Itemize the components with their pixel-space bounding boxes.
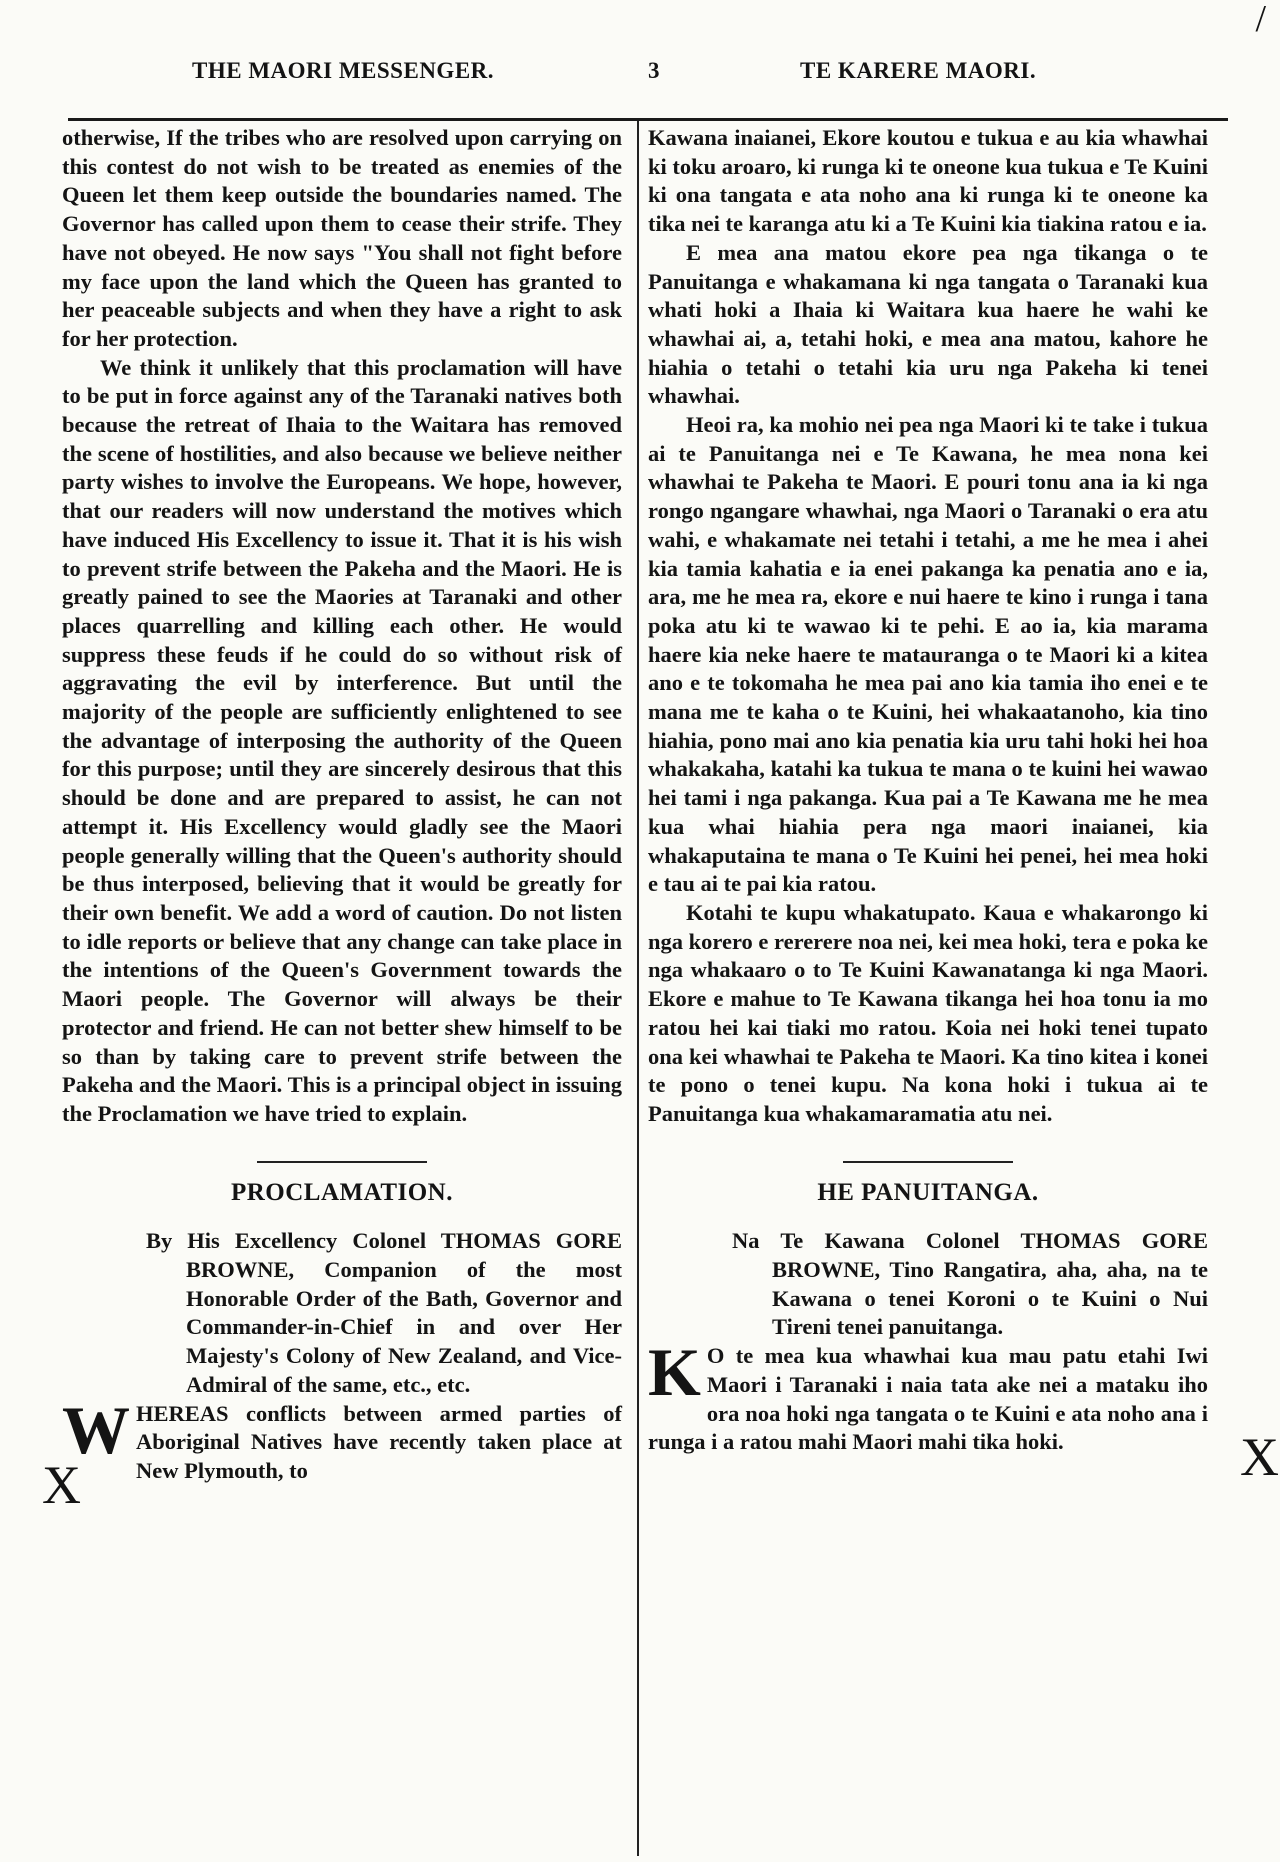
proclamation-heading: PROCLAMATION.	[230, 1178, 453, 1206]
masthead-english-title: THE MAORI MESSENGER.	[192, 58, 495, 83]
header-rule	[68, 118, 1228, 121]
section-rule	[257, 1161, 427, 1163]
dropcap-letter: K	[648, 1334, 701, 1411]
section-rule	[843, 1161, 1013, 1163]
english-paragraph-1: otherwise, If the tribes who are resolved upon carrying on this contest do not wish to be treated as enemies of the Queen let them keep outside the boundaries named. The Governor has called upon them to cease their strife. They have not obeyed. He now says "You shall not fight before my face upon the land which the Queen has granted to her peaceable subjects and when they have a right to ask for her protection.	[62, 125, 622, 351]
maori-paragraph-3: Heoi ra, ka mohio nei pea nga Maori ki te take i tukua ai te Panuitanga nei e Te Kawana, he mea nona kei whawhai te Pakeha te Maori. E pouri tonu ana ia ki nga rongo ngangare whawhai, nga Maori o Taranaki o era atu wahi, e whakamate nei tetahi i tetahi, a me he mea i ahei kia tamia kahatia e ia enei pakanga ka penatia ano e ia, ara, me he mea ra, ekore e nui haere te kino i runga i tana poka atu ki te wawao ki te pehi. E ao ia, kia marama haere kia neke haere te matauranga o te Maori ki a kitea ano e te tokomaha he mea pai ano kia tamia iho enei e te mana me te kaha o te Kuini, hei whakaatanoho, kia tino hiahia, pono mai ano kia penatia kia uru tahi hoki hei hoa whakakaha, katahi ka tukua te mana o te kuini hei wawao hei tami i nga pakanga. Kua pai a Te Kawana me he mea kua whai hiahia pera nga maori inaianei, kia whakaputaina te mana o Te Kuini hei penei, hei mea hoki e tau ai te pai kia ratou.	[648, 412, 1208, 897]
column-divider	[637, 121, 639, 1856]
maori-paragraph-1: Kawana inaianei, Ekore koutou e tukua e au kia whawhai ki toku aroaro, ki runga ki te oneone kua tukua e Te Kuini ki ona tangata e ata noho ana ki runga ki te oneone ka tika nei te karanga atu ki a Te Kuini kia tiakina ratou e ia.	[648, 125, 1208, 237]
proclamation-body	[62, 1391, 622, 1486]
panuitanga-byline: Na Te Kawana Colonel THOMAS GORE BROWNE, Tino Rangatira, aha, aha, na te Kawana o tenei Koroni o te Kuini o Nui Tireni tenei panuitanga.	[732, 1228, 1208, 1340]
maori-paragraph-2: E mea ana matou ekore pea nga tikanga o te Panuitanga e whakamana ki nga tangata o Taranaki kua whati hoki a Ihaia ki Waitara kua haere he wahi ke whawhai ai, a, tetahi hoki, e mea ana matou, kahore he hiahia o tetahi o tetahi kia uru nga Pakeha ki tenei whawhai.	[648, 239, 1208, 409]
dropcap-letter: W	[62, 1391, 130, 1468]
panuitanga-body	[648, 1334, 1208, 1457]
corner-mark: /	[1255, 0, 1266, 40]
maori-column	[648, 124, 1208, 1457]
margin-x-mark-right: X	[1240, 1427, 1279, 1487]
panuitanga-body-text: O te mea kua whawhai kua mau patu etahi Iwi Maori i Taranaki i naia tata ake nei a mataku iho ora noa hoki nga tangata o te Kuini e ata noho ana i runga i a ratou mahi Maori mahi tika hoki.	[648, 1343, 1208, 1455]
panuitanga-heading: HE PANUITANGA.	[817, 1178, 1039, 1206]
proclamation-body-text: HEREAS conflicts between armed parties of Aboriginal Natives have recently taken place at New Plymouth, to	[136, 1400, 622, 1483]
masthead-maori-title: TE KARERE MAORI.	[800, 58, 1037, 83]
margin-x-mark-left: X	[42, 1455, 81, 1515]
english-column	[62, 124, 622, 1486]
page-number: 3	[648, 58, 660, 83]
english-paragraph-2: We think it unlikely that this proclamation will have to be put in force against any of the Taranaki natives both because the retreat of Ihaia to the Waitara has removed the scene of hostilities, and also because we believe neither party wishes to involve the Europeans. We hope, however, that our readers will now understand the motives which have induced His Excellency to issue it. That it is his wish to prevent strife between the Pakeha and the Maori. He is greatly pained to see the Maories at Taranaki and other places quarrelling and killing each other. He would suppress these feuds if he could do so without risk of aggravating the evil by interference. But until the majority of the people are sufficiently enlightened to see the advantage of interposing the authority of the Queen for this purpose; until they are sincerely desirous that this should be done and are prepared to assist, he can not attempt it. His Excellency would gladly see the Maori people generally willing that the Queen's authority should be thus interposed, believing that it would be greatly for their own benefit. We add a word of caution. Do not listen to idle reports or believe that any change can take place in the intentions of the Queen's Government towards the Maori people. The Governor will always be their protector and friend. He can not better shew himself to be so than by taking care to prevent strife between the Pakeha and the Maori. This is a principal object in issuing the Proclamation we have tried to explain.	[62, 354, 622, 1126]
maori-paragraph-4: Kotahi te kupu whakatupato. Kaua e whakarongo ki nga korero e rererere noa nei, kei mea hoki, tera e poka ke nga whakaaro o to Te Kuini Kawanatanga ki nga Maori. Ekore e mahue to Te Kawana tikanga hei hoa tonu ia mo ratou hei kai tiaki mo ratou. Koia nei hoki tenei tupato ona kei whawhai te Pakeha te Maori. Ka tino kitea i konei te pono o tenei kupu. Na kona hoki i tukua ai te Panuitanga kua whakamaramatia atu nei.	[648, 899, 1208, 1126]
proclamation-byline: By His Excellency Colonel THOMAS GORE BROWNE, Companion of the most Honorable Order of the Bath, Governor and Commander-in-Chief in and over Her Majesty's Colony of New Zealand, and Vice-Admiral of the same, etc., etc.	[146, 1228, 622, 1397]
